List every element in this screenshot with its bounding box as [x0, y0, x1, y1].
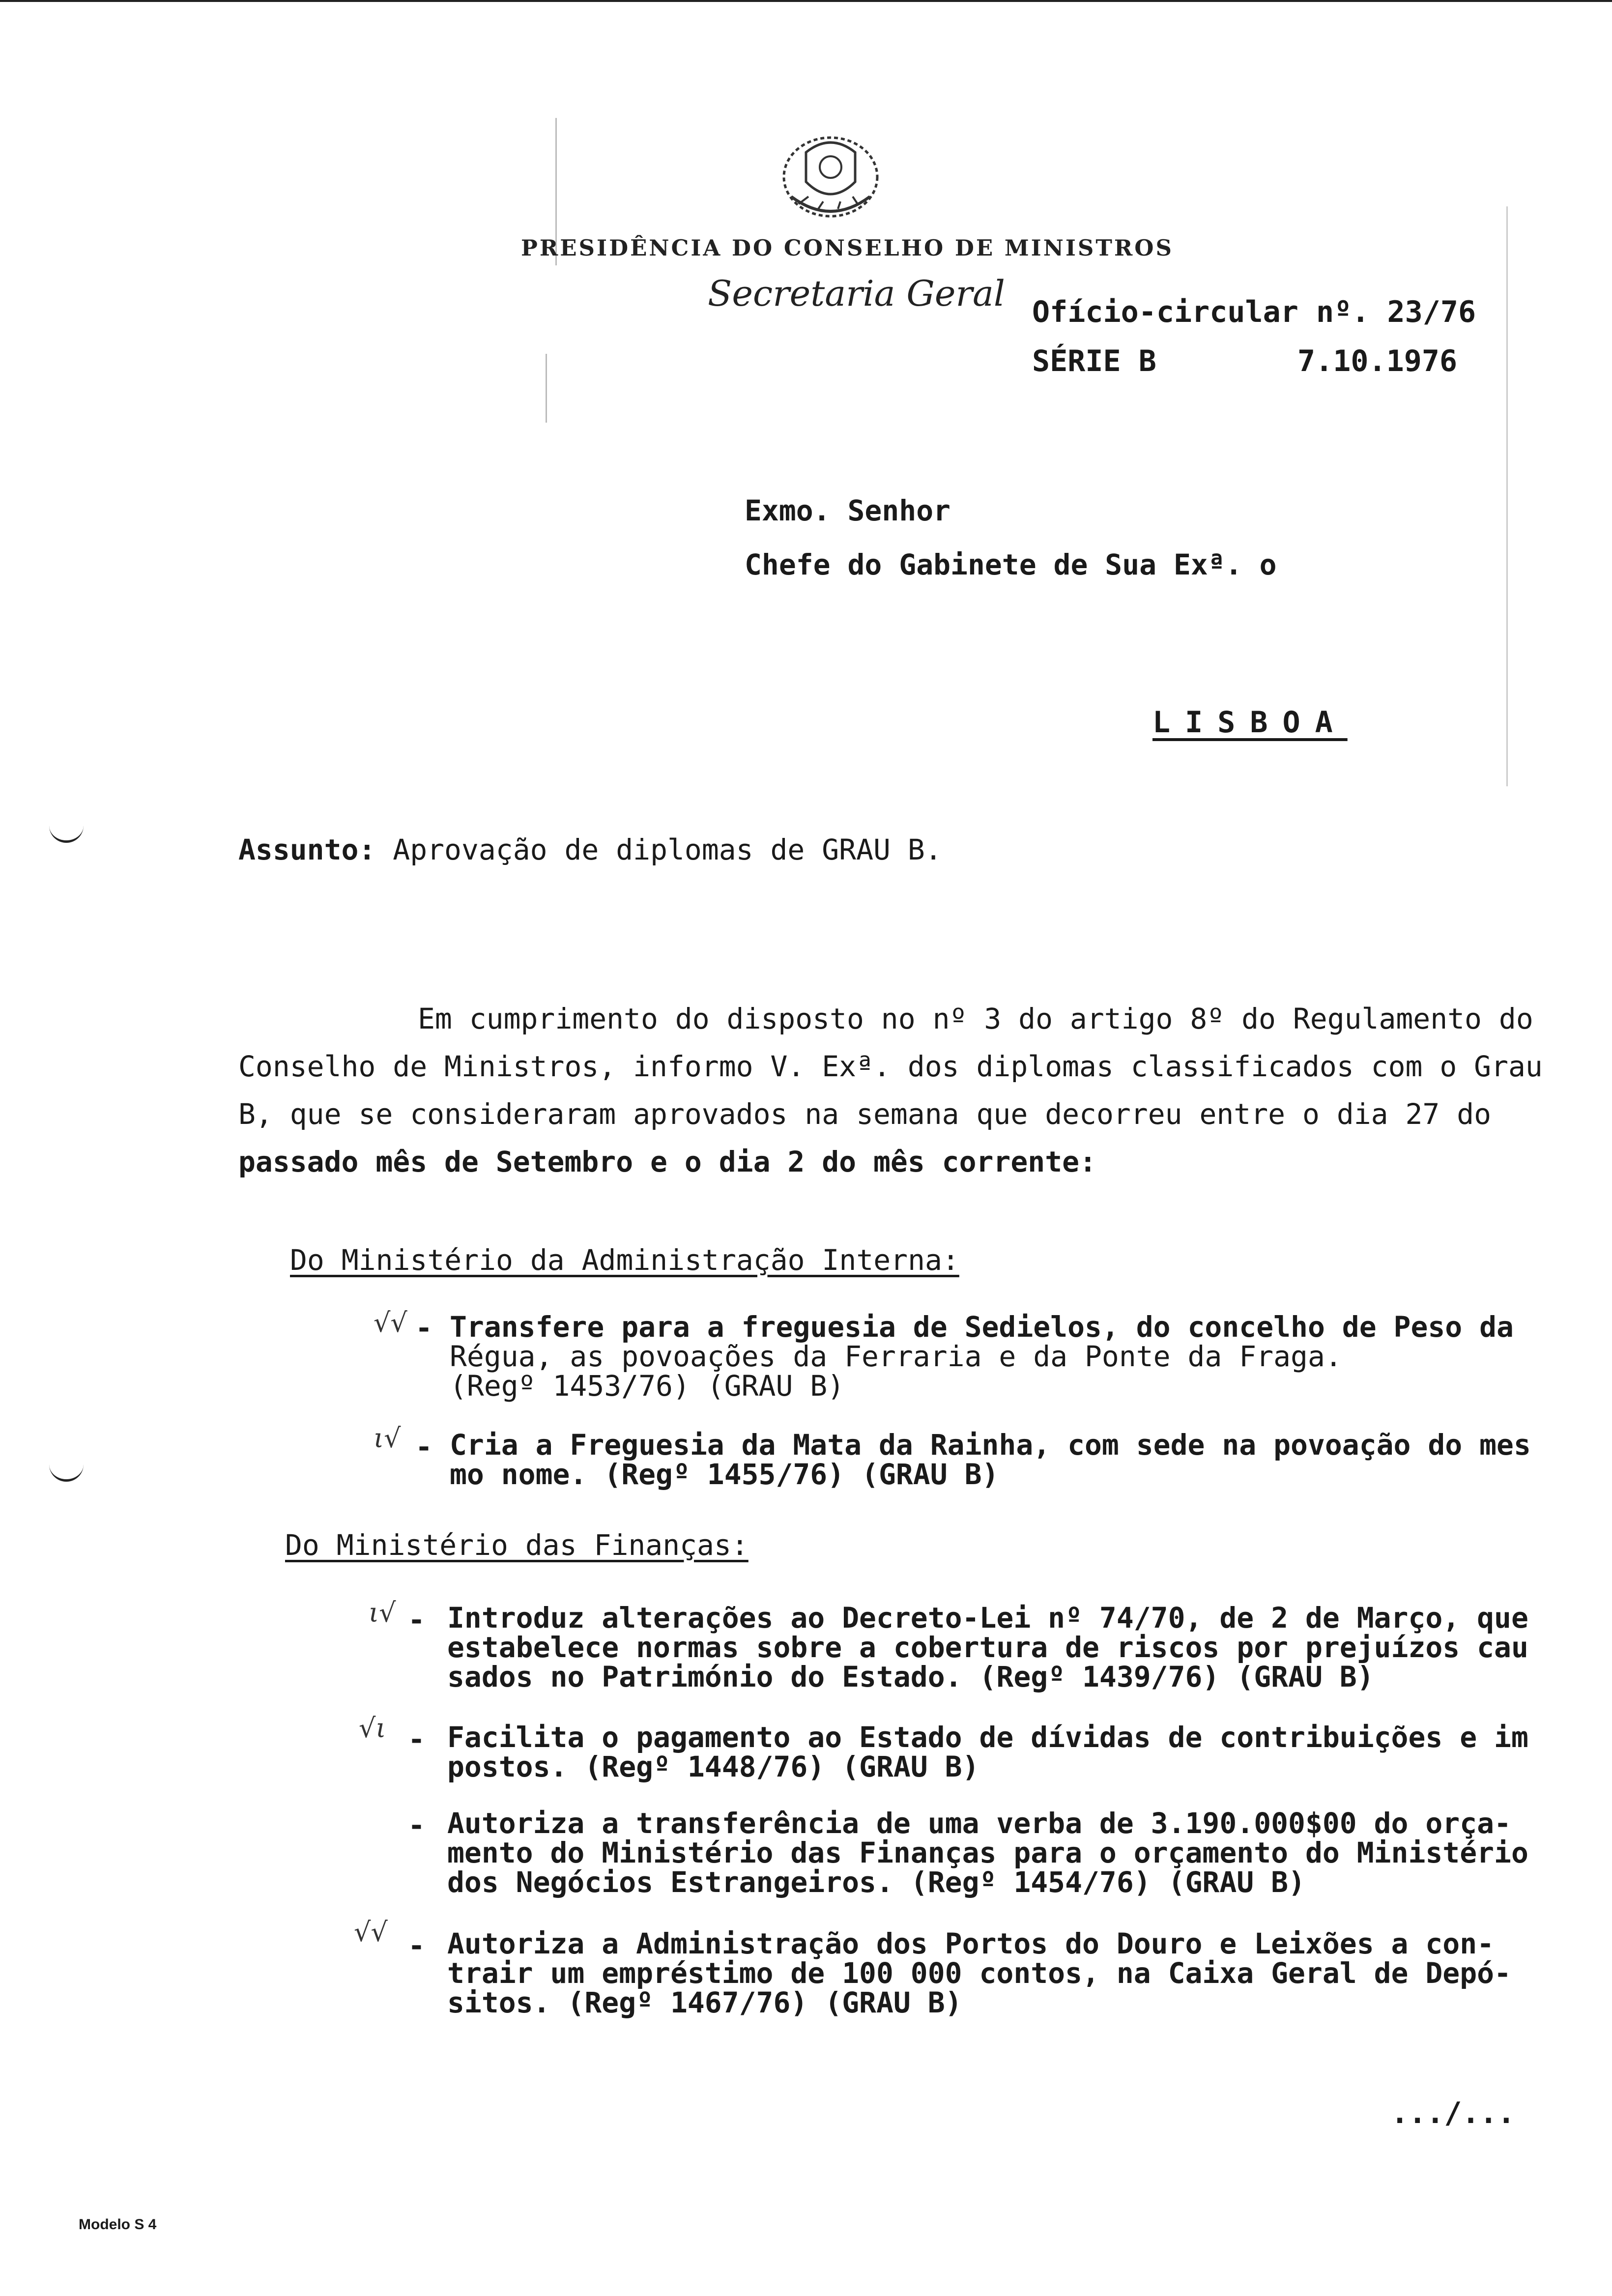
- continuation-marker: .../...: [1391, 2096, 1515, 2130]
- series-label: SÉRIE B: [1032, 344, 1156, 378]
- body-line: B, que se consideraram aprovados na semana que decorreu entre o dia 27 do: [238, 1097, 1492, 1131]
- department-signature: Secretaria Geral: [708, 273, 1005, 314]
- item-line: Autoriza a Administração dos Portos do Douro e Leixões a con-: [447, 1927, 1495, 1960]
- item-dash: -: [415, 1430, 432, 1464]
- item-dash: -: [408, 1808, 425, 1842]
- document-date: 7.10.1976: [1297, 344, 1458, 378]
- handwritten-tick-mark: √ι: [359, 1713, 386, 1744]
- list-item: [447, 1808, 1528, 1897]
- body-paragraph: [238, 995, 1543, 1186]
- item-dash: -: [415, 1311, 432, 1345]
- body-line: Conselho de Ministros, informo V. Exª. dos diplomas classificados com o Grau: [238, 1050, 1543, 1083]
- body-line: passado mês de Setembro e o dia 2 do mês corrente:: [238, 1145, 1096, 1178]
- body-line: Em cumprimento do disposto no nº 3 do artigo 8º do Regulamento do: [418, 1002, 1533, 1035]
- punch-hole-mark-icon: [49, 821, 84, 843]
- item-line: Transfere para a freguesia de Sedielos, do concelho de Peso da: [450, 1310, 1514, 1344]
- subject-line: [238, 833, 942, 866]
- circular-reference: Ofício-circular nº. 23/76: [1032, 295, 1476, 329]
- item-line: Autoriza a transferência de uma verba de 3.190.000$00 do orça-: [447, 1807, 1511, 1840]
- scan-artifact-line: [546, 354, 547, 423]
- coat-of-arms-seal-icon: [772, 123, 890, 226]
- item-line: mo nome. (Regº 1455/76) (GRAU B): [450, 1458, 999, 1491]
- item-line: sitos. (Regº 1467/76) (GRAU B): [447, 1986, 962, 2019]
- item-dash: -: [408, 1929, 425, 1962]
- item-line: (Regº 1453/76) (GRAU B): [450, 1369, 845, 1403]
- city: LISBOA: [1152, 705, 1348, 740]
- subject-label: Assunto:: [238, 833, 376, 866]
- subject-text: Aprovação de diplomas de GRAU B.: [393, 833, 942, 866]
- handwritten-tick-mark: √√: [374, 1307, 407, 1338]
- item-line: Introduz alterações ao Decreto-Lei nº 74/70, de 2 de Março, que: [447, 1601, 1528, 1635]
- salutation: Exmo. Senhor: [745, 494, 951, 527]
- section-heading-administracao-interna: Do Ministério da Administração Interna:: [290, 1243, 959, 1277]
- item-dash: -: [408, 1722, 425, 1756]
- recipient: Chefe do Gabinete de Sua Exª. o: [745, 548, 1277, 581]
- item-line: sados no Património do Estado. (Regº 1439/76) (GRAU B): [447, 1660, 1374, 1693]
- institution-letterhead: PRESIDÊNCIA DO CONSELHO DE MINISTROS: [521, 235, 1174, 261]
- item-dash: -: [408, 1603, 425, 1636]
- handwritten-tick-mark: ι√: [369, 1597, 396, 1628]
- item-line: dos Negócios Estrangeiros. (Regº 1454/76) (GRAU B): [447, 1866, 1305, 1899]
- list-item: [450, 1430, 1531, 1489]
- list-item: [450, 1312, 1514, 1401]
- item-line: Facilita o pagamento ao Estado de dívidas de contribuições e im: [447, 1721, 1528, 1754]
- item-line: mento do Ministério das Finanças para o orçamento do Ministério: [447, 1836, 1528, 1869]
- list-item: [447, 1722, 1528, 1781]
- handwritten-tick-mark: ι√: [374, 1423, 401, 1454]
- item-line: Cria a Freguesia da Mata da Rainha, com sede na povoação do mes: [450, 1428, 1531, 1462]
- item-line: estabelece normas sobre a cobertura de riscos por prejuízos cau: [447, 1631, 1528, 1664]
- list-item: [447, 1929, 1511, 2017]
- handwritten-tick-mark: √√: [354, 1917, 388, 1948]
- list-item: [447, 1603, 1528, 1692]
- item-line: Régua, as povoações da Ferraria e da Ponte da Fraga.: [450, 1340, 1342, 1373]
- top-edge-rule: [0, 0, 1612, 2]
- punch-hole-mark-icon: [49, 1460, 84, 1482]
- form-model-label: Modelo S 4: [79, 2216, 157, 2233]
- item-line: trair um empréstimo de 100 000 contos, na Caixa Geral de Depó-: [447, 1956, 1511, 1990]
- scan-artifact-line: [1506, 206, 1508, 786]
- item-line: postos. (Regº 1448/76) (GRAU B): [447, 1750, 979, 1783]
- section-heading-financas: Do Ministério das Finanças:: [285, 1528, 748, 1562]
